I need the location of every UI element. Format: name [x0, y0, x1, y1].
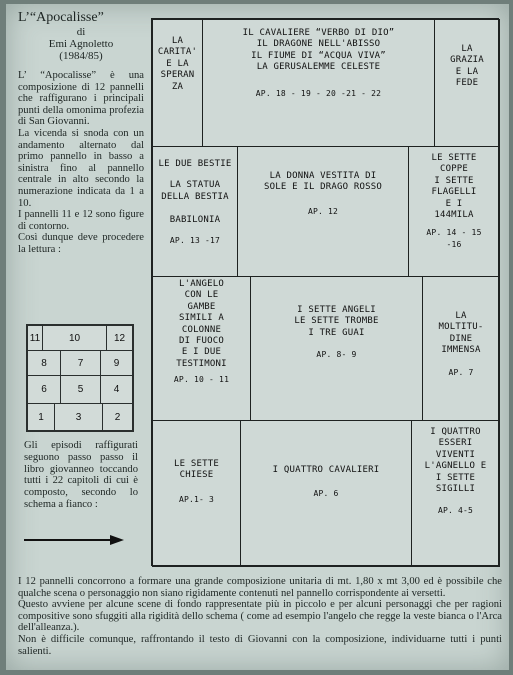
- info-sheet: [6, 4, 509, 670]
- grid-cell: 9: [100, 350, 133, 376]
- intro-paragraph: Così dunque deve procedere la lettura :: [18, 232, 144, 255]
- panel-ref: AP. 8- 9: [316, 350, 357, 360]
- panel-text: 144MILA: [434, 210, 474, 221]
- panel-cavaliere-verbo: [202, 19, 435, 147]
- panel-ref: AP. 14 - 15 -16: [426, 228, 482, 249]
- panel-text: LA DONNA VESTITA DI: [269, 171, 377, 181]
- panel-text: FLAGELLI: [431, 187, 477, 198]
- panel-text: MOLTITU-: [438, 322, 484, 333]
- panel-text: DINE: [449, 333, 473, 344]
- grid-cell: 11: [27, 325, 43, 351]
- panel-text: IL FIUME DI “ACQUA VIVA”: [251, 50, 386, 61]
- panel-text: LA: [461, 44, 473, 54]
- panel-text: ZA: [171, 81, 184, 92]
- panel-text: SIGILLI: [435, 484, 476, 495]
- panel-quattro-esseri: [411, 420, 500, 567]
- panel-text: SIMILI A: [179, 313, 224, 324]
- panel-text: FEDE: [455, 78, 479, 89]
- panel-sette-chiese: [152, 420, 241, 567]
- panel-ref: AP. 12: [307, 206, 339, 216]
- panel-text: I SETTE ANGELI: [297, 305, 376, 315]
- panel-text: VIVENTI: [435, 449, 476, 460]
- intro-paragraph: I pannelli 11 e 12 sono figure di contorno.: [18, 209, 144, 232]
- panel-moltitudine: [422, 276, 500, 421]
- panel-text: BABILONIA: [169, 215, 221, 226]
- panel-text: LE DUE BESTIE: [158, 159, 232, 169]
- panel-text: LE SETTE: [431, 153, 477, 163]
- panel-text: LE SETTE TROMBE: [294, 316, 379, 327]
- panel-text: LA STATUA: [169, 180, 221, 191]
- panel-text: E LA: [166, 58, 189, 69]
- panel-ref: AP.1- 3: [178, 494, 215, 504]
- arrow-right-icon: [24, 534, 124, 546]
- author-years: (1984/85): [59, 50, 103, 62]
- episodes-text: Gli episodi raffigurati seguono passo passo il libro giovanneo toccando tutti i 22 capitoli di cui è composto, secondo lo schema a fianco :: [24, 440, 138, 510]
- panel-text: LA: [171, 36, 184, 46]
- author-name: Emi Agnoletto: [48, 38, 114, 50]
- panel-angelo-colonne: [152, 276, 251, 421]
- panel-text: SOLE E IL DRAGO ROSSO: [264, 182, 382, 193]
- panel-due-bestie: [152, 146, 238, 277]
- panel-ref: AP. 4-5: [437, 506, 474, 516]
- panel-text: L'ANGELO: [179, 279, 224, 289]
- panel-text: IL CAVALIERE “VERBO DI DIO”: [242, 28, 395, 38]
- intro-paragraph: La vicenda si snoda con un andamento alternato dal primo pannello in basso a sinistra fino al pannello centrale in alto secondo la numerazione indicata da 1 a 10.: [18, 127, 144, 209]
- panel-text: ESSERI: [438, 438, 473, 449]
- panel-text: I TRE GUAI: [308, 327, 365, 338]
- bottom-paragraph: Questo avviene per alcune scene di fondo rappresentate più in piccolo e per alcuni personaggi che per ragioni compositive sono sfuggiti alla rigidità dello schema ( come ad esempio l'angelo che regge la veste bianca o l'Arca dell'alleanza.).: [18, 599, 502, 634]
- grid-cell: 8: [27, 350, 61, 376]
- panel-schema: [151, 18, 499, 566]
- panel-quattro-cavalieri: [240, 420, 412, 567]
- panel-ref: AP. 18 - 19 - 20 -21 - 22: [255, 88, 382, 98]
- grid-cell: 5: [60, 375, 101, 404]
- panel-text: I SETTE: [434, 175, 474, 186]
- panel-text: TESTIMONI: [176, 358, 227, 369]
- title-by: di: [76, 26, 86, 38]
- panel-ref: AP. 7: [448, 367, 474, 377]
- panel-donna-vestita: [237, 146, 409, 277]
- grid-cell: 6: [27, 375, 61, 404]
- panel-text: SPERAN: [160, 70, 195, 81]
- panel-text: LE SETTE: [174, 459, 219, 469]
- panel-text: CARITA': [157, 47, 198, 58]
- panel-text: GAMBE: [187, 301, 216, 312]
- grid-cell: 12: [106, 325, 133, 351]
- grid-cell: 10: [42, 325, 107, 351]
- panel-text: E I: [445, 198, 463, 209]
- panel-text: IMMENSA: [441, 345, 481, 356]
- intro-paragraph: L’ “Apocalisse” è una composizione di 12 pannelli che raffigurano i principali punti della omonima profezia di San Giovanni.: [18, 70, 144, 128]
- bottom-text: [18, 576, 502, 657]
- grid-cell: 7: [60, 350, 101, 376]
- left-column: [18, 10, 144, 256]
- panel-text: CHIESE: [179, 470, 214, 481]
- panel-text: COPPE: [439, 164, 469, 175]
- panel-text: I QUATTRO CAVALIERI: [272, 465, 380, 475]
- panel-sette-angeli: [250, 276, 423, 421]
- panel-sette-coppe: [408, 146, 500, 277]
- panel-text: E I DUE: [181, 347, 222, 358]
- panel-grazia-fede: [434, 19, 500, 147]
- panel-text: I SETTE: [435, 472, 476, 483]
- panel-ref: AP. 6: [313, 489, 339, 499]
- grid-cell: 4: [100, 375, 133, 404]
- panel-text: L'AGNELLO E: [424, 461, 487, 472]
- panel-text: COLONNE: [181, 324, 222, 335]
- panel-text: DELLA BESTIA: [161, 191, 229, 202]
- panel-text: LA: [455, 311, 467, 321]
- panel-text: I QUATTRO: [430, 427, 481, 437]
- panel-carita-speranza: [152, 19, 203, 147]
- panel-text: CON LE: [184, 290, 219, 301]
- reading-order-grid: [26, 324, 134, 432]
- page-title: L’“Apocalisse”: [18, 10, 104, 25]
- bottom-paragraph: Non è difficile comunque, raffrontando il testo di Giovanni con la composizione, individuarne tutti i punti salienti.: [18, 633, 502, 657]
- panel-text: LA GERUSALEMME CELESTE: [256, 62, 381, 73]
- intro-text: [18, 70, 144, 256]
- panel-ref: AP. 10 - 11: [173, 375, 230, 385]
- panel-text: E LA: [455, 66, 479, 77]
- panel-ref: AP. 13 -17: [169, 235, 221, 245]
- bottom-paragraph: I 12 pannelli concorrono a formare una grande composizione unitaria di mt. 1,80 x mt 3,00 ed è possibile che qualche scena o personaggio non siano rigidamente contenuti nel pannello corrispondente ai versetti.: [18, 576, 502, 599]
- panel-text: GRAZIA: [450, 55, 484, 66]
- grid-cell: 3: [54, 403, 103, 431]
- panel-text: IL DRAGONE NELL'ABISSO: [256, 39, 381, 50]
- panel-text: DI FUOCO: [179, 336, 224, 347]
- grid-cell: 2: [102, 403, 133, 431]
- grid-cell: 1: [27, 403, 55, 431]
